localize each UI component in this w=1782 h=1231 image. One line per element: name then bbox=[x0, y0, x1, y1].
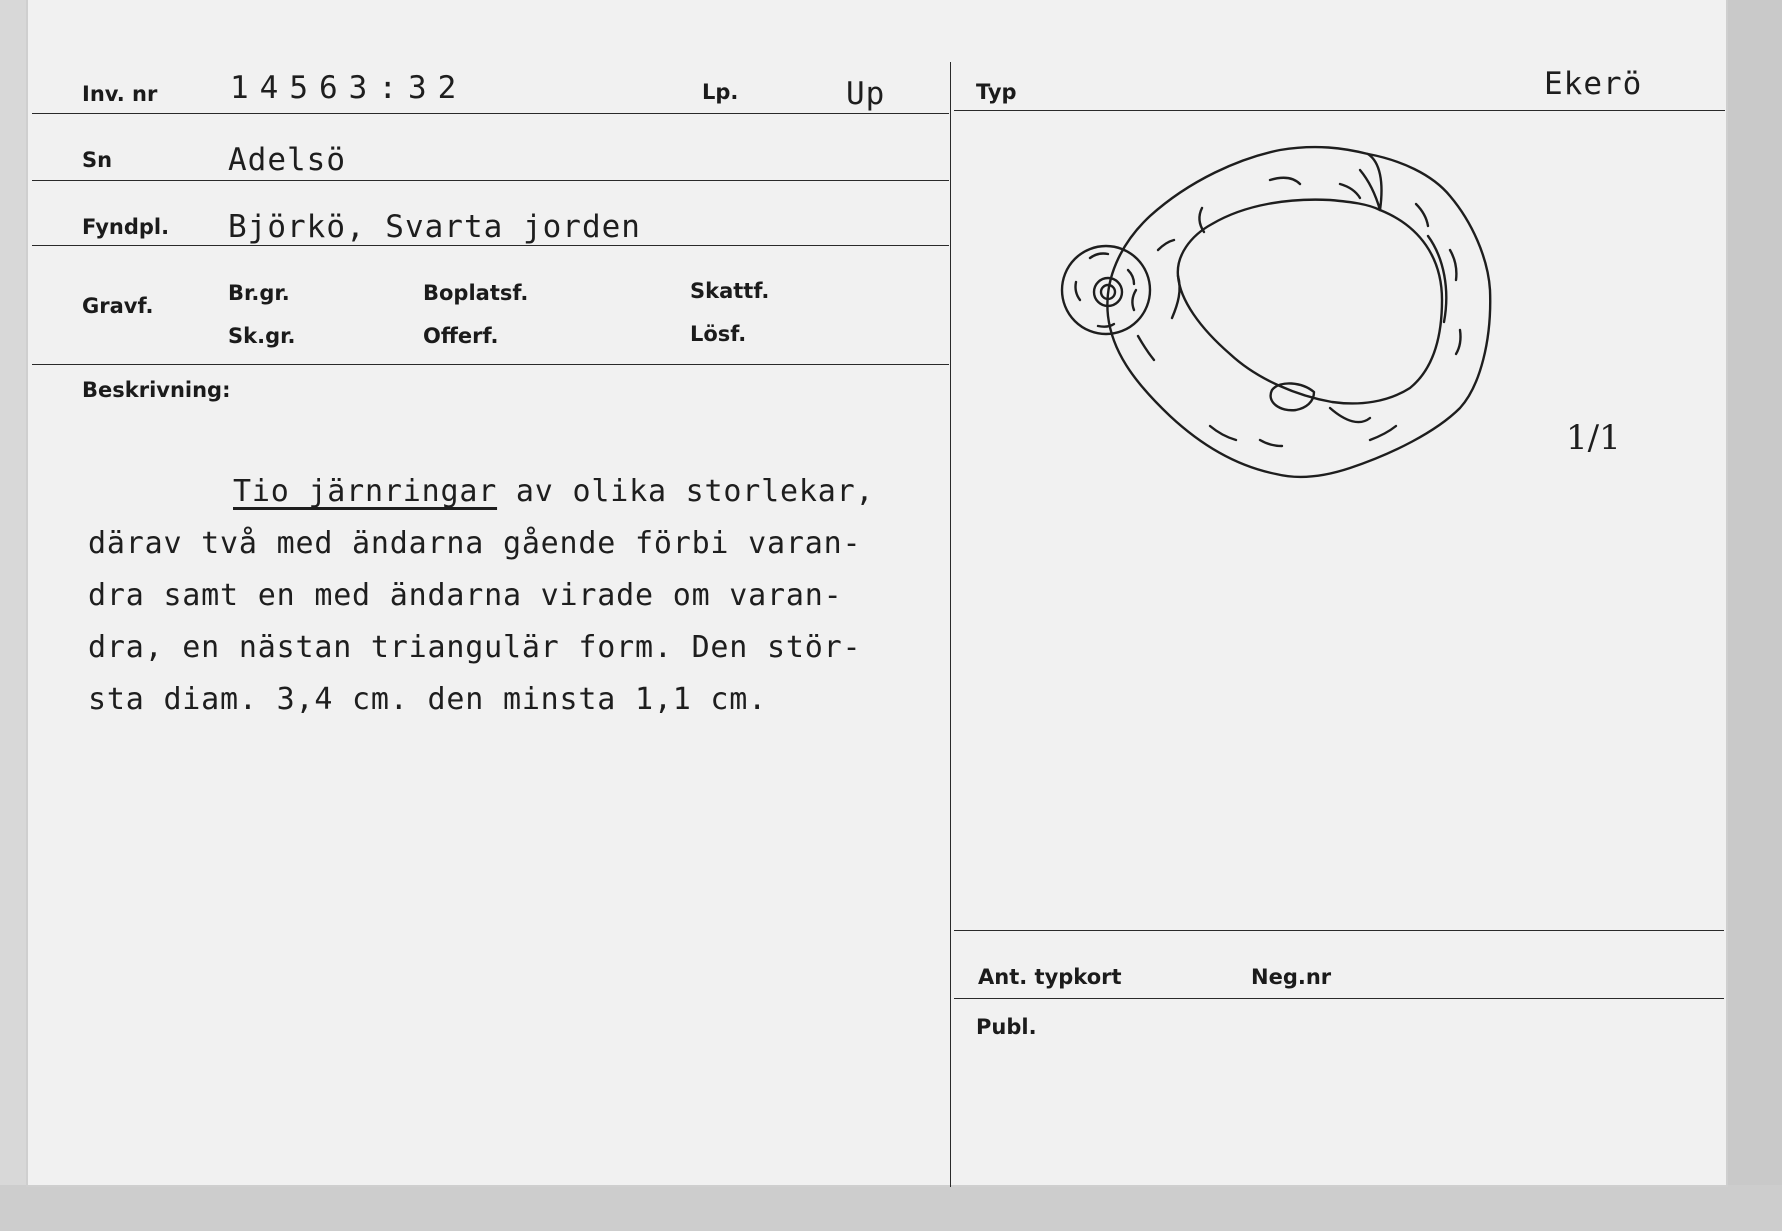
publ-label: Publ. bbox=[976, 1015, 1037, 1039]
typ-label: Typ bbox=[976, 80, 1017, 104]
ant-typkort-label: Ant. typkort bbox=[978, 965, 1122, 989]
sn-label: Sn bbox=[82, 148, 113, 172]
row-line-ant bbox=[954, 998, 1724, 999]
beskrivning-label: Beskrivning: bbox=[82, 378, 231, 402]
gravf-option-offerf: Offerf. bbox=[423, 324, 499, 348]
row-line-gravf bbox=[32, 364, 949, 365]
description-line-1-rest: av olika storlekar, bbox=[497, 474, 875, 509]
neg-nr-label: Neg.nr bbox=[1251, 965, 1332, 989]
gravf-option-brgr: Br.gr. bbox=[228, 281, 290, 305]
row-line-fyndpl bbox=[32, 245, 949, 246]
lp-value: Up bbox=[846, 76, 886, 112]
row-line-header bbox=[32, 113, 949, 114]
fyndpl-label: Fyndpl. bbox=[82, 215, 170, 239]
card-edge-bottom bbox=[0, 1185, 1782, 1231]
row-line-drawing-bottom bbox=[954, 930, 1724, 931]
description-line-4: dra, en nästan triangulär form. Den stör- bbox=[88, 630, 862, 665]
fyndpl-value: Björkö, Svarta jorden bbox=[228, 209, 641, 245]
inv-value: 14563:32 bbox=[230, 70, 468, 106]
gravf-option-skattf: Skattf. bbox=[690, 279, 770, 303]
inv-label: Inv. nr bbox=[82, 82, 158, 106]
description-text bbox=[88, 466, 958, 726]
typ-value: Ekerö bbox=[1544, 66, 1643, 102]
description-line-1 bbox=[88, 466, 958, 518]
lp-label: Lp. bbox=[702, 80, 739, 104]
large-ring-illustration bbox=[1107, 147, 1490, 477]
gravf-label: Gravf. bbox=[82, 294, 154, 318]
sn-value: Adelsö bbox=[228, 142, 346, 178]
row-line-typ bbox=[954, 110, 1725, 111]
gravf-option-skgr: Sk.gr. bbox=[228, 324, 296, 348]
row-line-sn bbox=[32, 180, 949, 181]
scale-label: 1/1 bbox=[1566, 418, 1621, 458]
description-line-5: sta diam. 3,4 cm. den minsta 1,1 cm. bbox=[88, 682, 768, 717]
ring-drawing bbox=[1040, 140, 1580, 500]
description-line-2: därav två med ändarna gående förbi varan- bbox=[88, 526, 862, 561]
description-line-3: dra samt en med ändarna virade om varan- bbox=[88, 578, 843, 613]
description-underlined: Tio järnringar bbox=[233, 474, 498, 509]
card-edge-right bbox=[1726, 0, 1782, 1231]
gravf-option-losf: Lösf. bbox=[690, 322, 747, 346]
gravf-option-boplatsf: Boplatsf. bbox=[423, 281, 529, 305]
